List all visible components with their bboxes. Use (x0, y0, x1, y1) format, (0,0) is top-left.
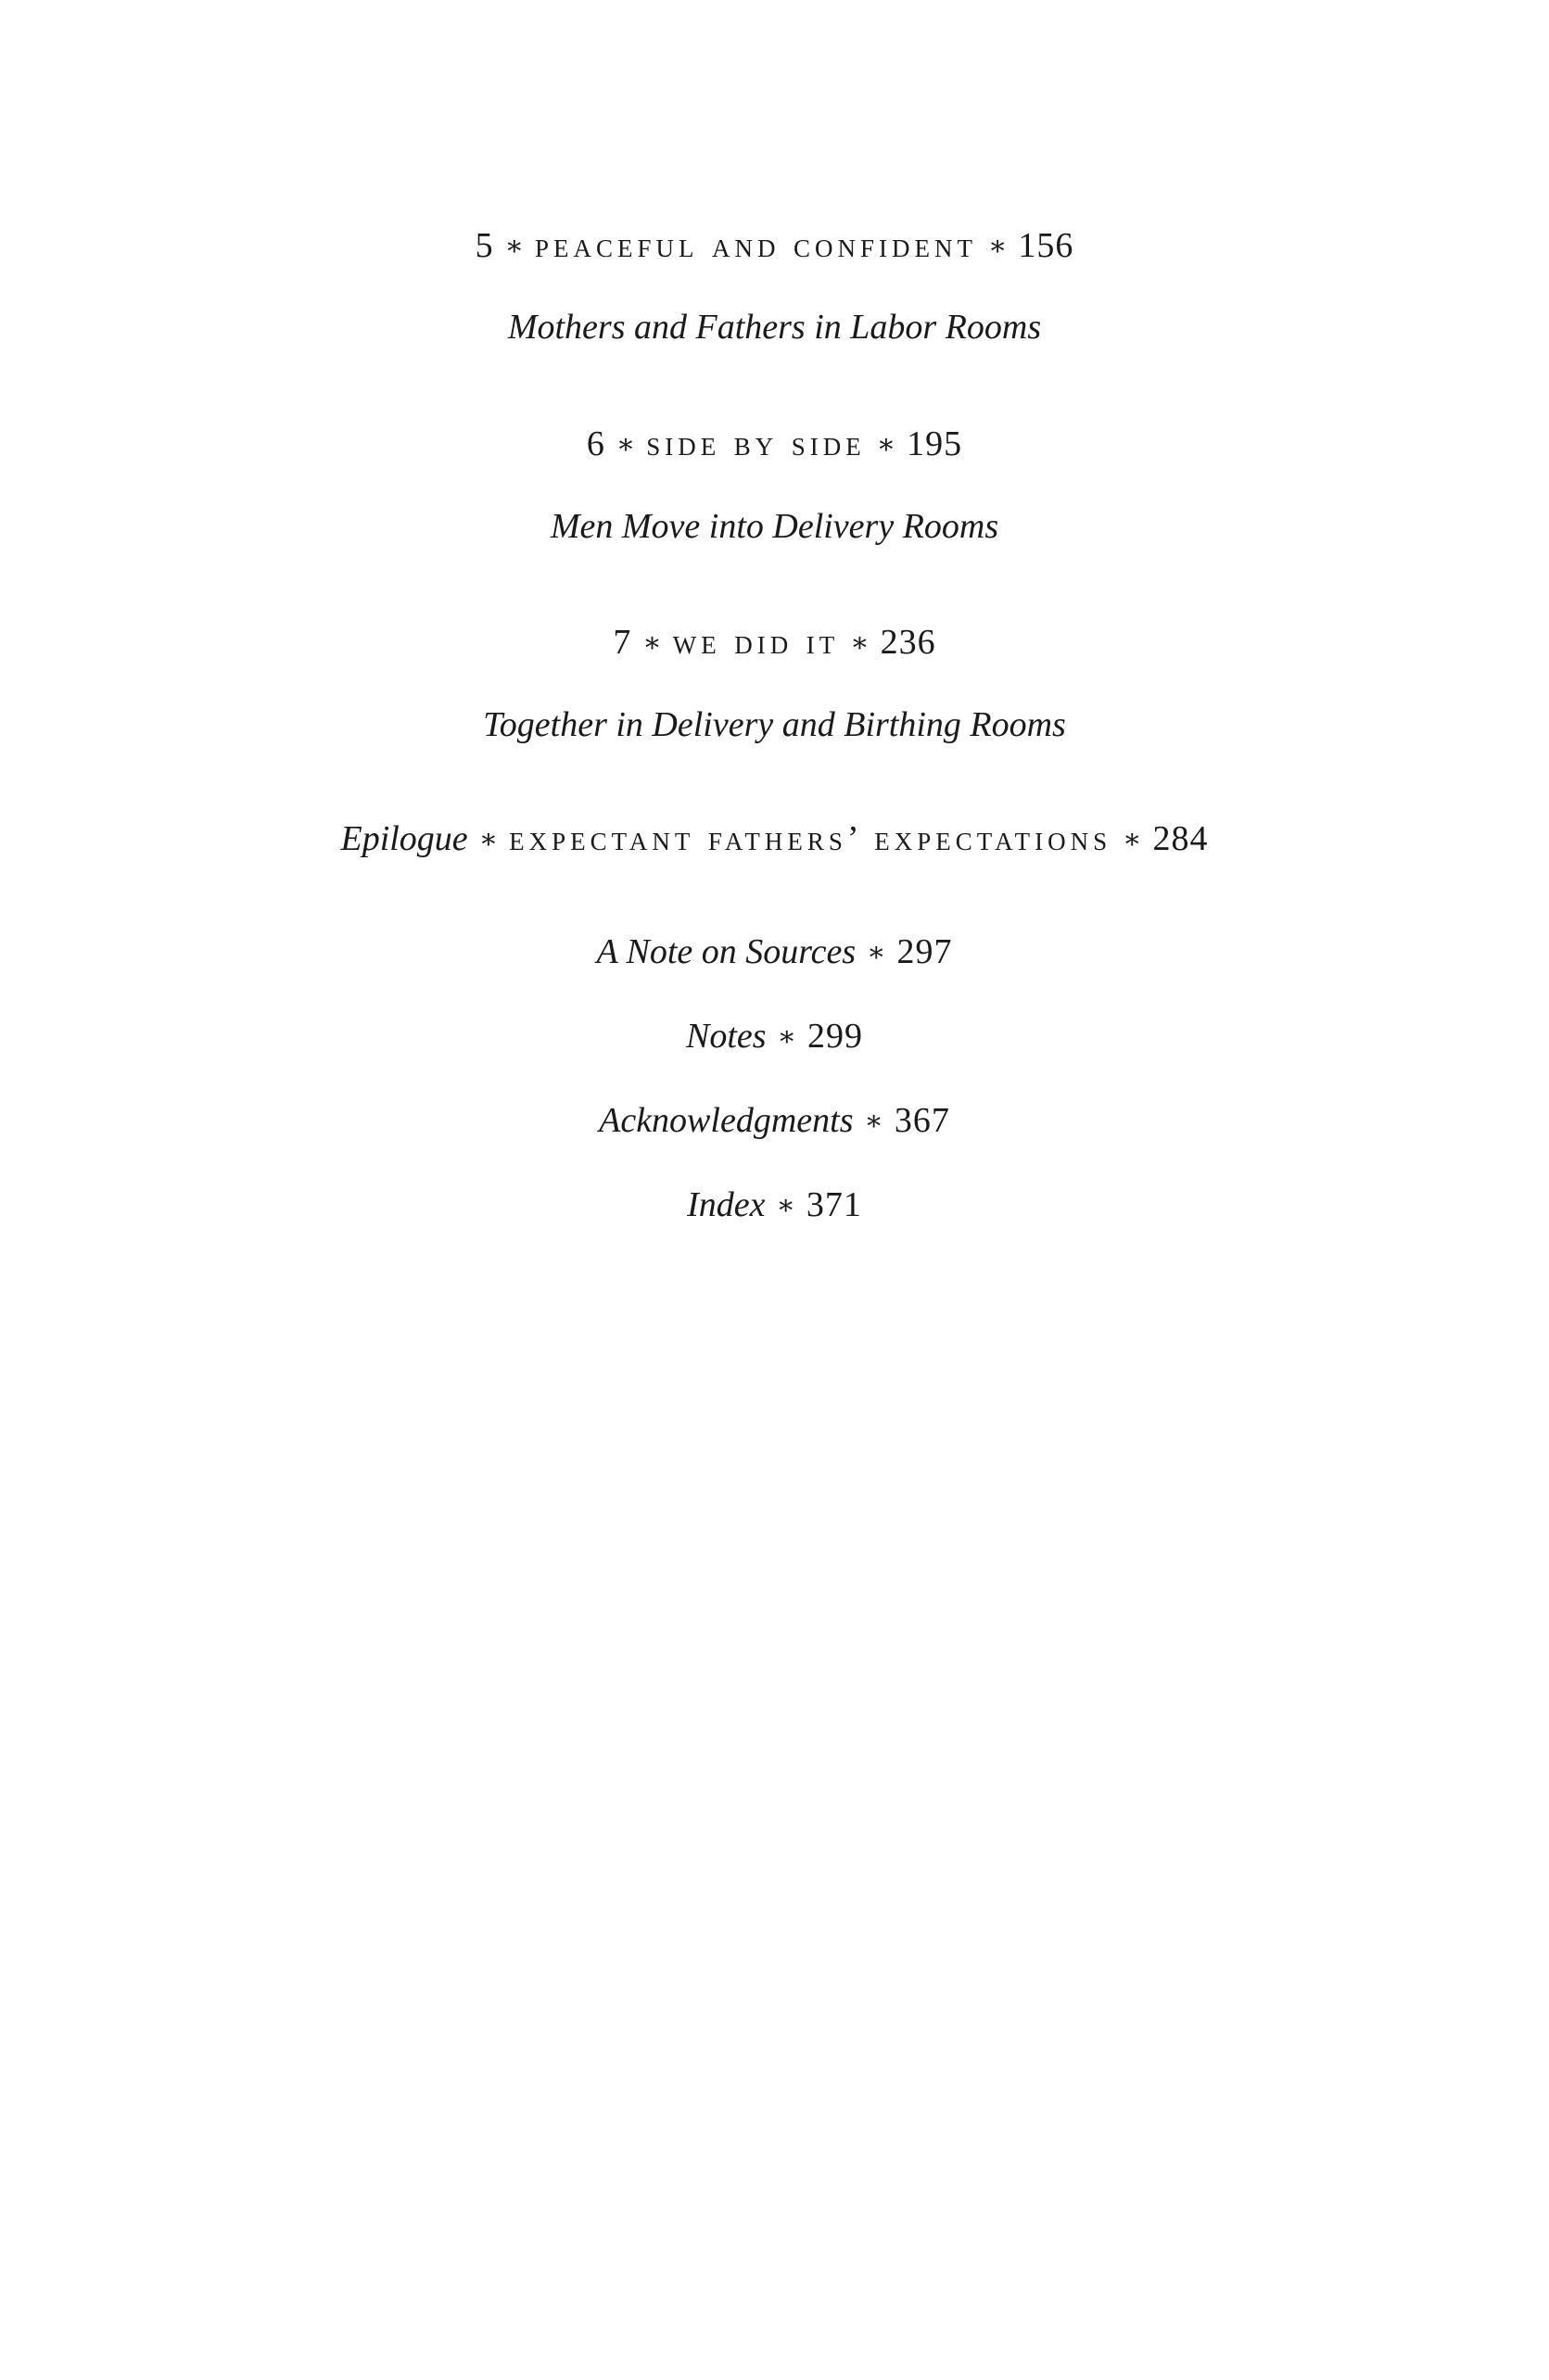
chapter-subtitle: Mothers and Fathers in Labor Rooms (507, 308, 1042, 347)
page-number: 297 (896, 932, 953, 971)
chapter-number: 7 (613, 623, 632, 662)
toc-entry-note-on-sources (0, 930, 1549, 974)
page-number: 299 (806, 1017, 863, 1056)
asterisk-separator-icon: ∗ (988, 231, 1008, 261)
chapter-subtitle: Men Move into Delivery Rooms (550, 507, 999, 546)
asterisk-separator-icon: ∗ (642, 627, 662, 658)
toc-entry-chapter-7 (0, 621, 1549, 665)
asterisk-separator-icon: ∗ (616, 429, 636, 460)
chapter-number: 5 (475, 226, 494, 265)
asterisk-separator-icon: ∗ (850, 627, 870, 658)
back-matter-label: A Note on Sources (596, 932, 857, 971)
chapter-subtitle: Together in Delivery and Birthing Rooms (483, 705, 1066, 744)
chapter-title: peaceful and confident (534, 226, 977, 265)
back-matter-label: Index (687, 1185, 766, 1224)
page-number: 284 (1152, 819, 1209, 858)
asterisk-separator-icon: ∗ (876, 429, 896, 460)
epilogue-label: Epilogue (340, 819, 468, 858)
epilogue-title: expectant fathers’ expectations (509, 819, 1112, 858)
toc-entry-chapter-5 (0, 224, 1549, 268)
toc-entry-acknowledgments (0, 1099, 1549, 1143)
asterisk-separator-icon: ∗ (864, 1106, 883, 1136)
chapter-number: 6 (586, 424, 605, 463)
toc-entry-epilogue (0, 817, 1549, 861)
page-number: 367 (894, 1101, 950, 1140)
back-matter-label: Notes (686, 1017, 767, 1056)
asterisk-separator-icon: ∗ (478, 824, 499, 855)
chapter-title: side by side (646, 424, 866, 463)
chapter-title: we did it (672, 623, 840, 662)
toc-entry-index (0, 1184, 1549, 1227)
asterisk-separator-icon: ∗ (504, 231, 524, 261)
asterisk-separator-icon: ∗ (867, 937, 886, 968)
asterisk-separator-icon: ∗ (776, 1190, 795, 1221)
page-number: 371 (806, 1185, 862, 1224)
asterisk-separator-icon: ∗ (1123, 824, 1142, 855)
asterisk-separator-icon: ∗ (777, 1021, 796, 1052)
back-matter-label: Acknowledgments (599, 1101, 854, 1140)
page-number: 195 (907, 424, 963, 463)
toc-entry-chapter-6 (0, 423, 1549, 466)
page-number: 156 (1018, 226, 1074, 265)
page-number: 236 (880, 623, 936, 662)
toc-entry-notes (0, 1015, 1549, 1058)
